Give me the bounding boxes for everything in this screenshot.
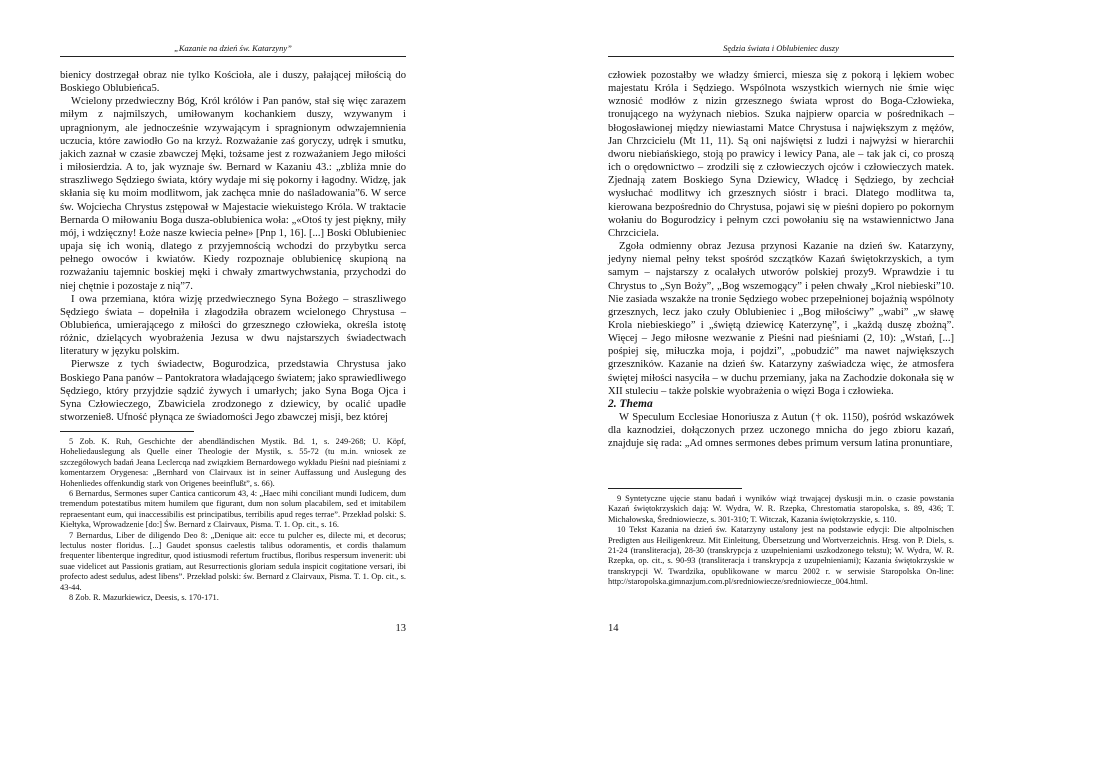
- footnote-5: 5 Zob. K. Ruh, Geschichte der abendländischen Mystik. Bd. 1, s. 249-268; U. Köpf, Hoheliedauslegung als Quelle einer Theologie der Mystik, s. 55-72 (tu m.in. wniosek ze szczegółowych badań Jeana Leclercqa nad związkiem Bernardowego wykładu Pieśni nad pieśniami z komentarzem Orygenesa: „Bernhard von Clairvaux ist in seiner Auffassung und Auslegung des Hohenliedes offenkundig stark von Origenes beeinflußt”, s. 66).: [60, 437, 406, 488]
- footnote-rule-left: [60, 431, 194, 432]
- footnote-7: 7 Bernardus, Liber de diligendo Deo 8: „Denique ait: ecce tu pulcher es, dilecte mi, et decorus; lectulus noster floridus. [...] Gaudet sponsus caelestis talibus odoramentis, et cordis thalamum frequenter libenterque ingreditur, quod istiusmodi refertum fructibus, floribus respersum invenerit: ubi suae videlicet aut Passionis gratiam, aut Resurrectionis gloriam sedula inspicit cogitatione versari, ibi profecto adest sedulus, adest libens”. Przekład polski: św. Bernard z Clairvaux, Pisma. T. 1. Op. cit., s. 43-44.: [60, 530, 406, 592]
- left-page: [60, 0, 406, 777]
- left-paragraph-1: bienicy dostrzegał obraz nie tylko Kościoła, ale i duszy, pałającej miłością do Boskiego Oblubieńca5.: [60, 70, 406, 95]
- footnote-6: 6 Bernardus, Sermones super Cantica canticorum 43, 4: „Haec mihi conciliant mundi Iudicem, dum tremendum potestatibus mitem humilem que figurant, dum non solum placabilem, sed et imitabilem repraesentant eum, qui inaccessibilis est principatibus, terribilis apud reges terrae”. Przekład polski: S. Kiełtyka, Wprowadzenie [do:] Św. Bernard z Clairvaux, Pisma. T. 1. Op. cit., s. 16.: [60, 489, 406, 530]
- left-paragraph-3: I owa przemiana, która wizję przedwiecznego Syna Bożego – straszliwego Sędziego świata – dopełniła i złagodziła obrazem wcielonego Chrystusa – Oblubieńca, umierającego z miłości do grzesznego człowieka, określa istotę różnic, dzielących wyobrażenia Jezusa w dwu najstarszych świadectwach literatury w języku polskim.: [60, 293, 406, 358]
- footnote-9: 9 Syntetyczne ujęcie stanu badań i wyników wiąż trwającej dyskusji m.in. o czasie powstania Kazań świętokrzyskich dają: W. Wydra, W. R. Rzepka, Chrestomatia staropolska, s. 89, 436; T. Michałowska, Średniowiecze, s. 301-310; T. Witczak, Kazania świętokrzyskie, s. 110.: [608, 494, 954, 524]
- left-footnotes: [60, 437, 406, 604]
- left-paragraph-2: Wcielony przedwieczny Bóg, Król królów i Pan panów, stał się więc zarazem miłym z najmilszych, umiłowanym kochankiem duszy, wzywanym i upragnionym, ale jednocześnie wzywającym i spragnionym odwzajemnienia uczucia, które zawiodło Go na krzyż. Rozważanie zaś goryczy, udręk i smutku, jakich zaznał w czasie zbawczej Męki, tożsame jest z rozważaniem Jego miłości i miłosierdzia. A to, jak wyznaje św. Bernard w Kazaniu 43.: „zbliża mnie do straszliwego Sędziego świata, który wydaje mi się pokorny i łagodny. Widzę, jak skłania się ku moim modlitwom, jak zachęca mnie do naśladowania”6. W serce św. Wojciecha Chrystus zstępował w Majestacie wiekuistego Króla. W traktacie Bernarda O miłowaniu Boga dusza-oblubienica woła: „«Otoś ty jest piękny, miły mój, i wdzięczny! Łoże nasze kwiecia pełne» [Pnp 1, 16]. [...] Boski Oblubieniec upaja się ich wonią, dlatego z przyjemnością wchodzi do przybytku serca pełnego owoców i kwiatów. Kiedy rozpoznaje oblubienicę skupioną na rozważaniu tajemnic boskiej męki i chwały zmartwychwstania, przychodzi do niej chętnie i pozostaje z nią”7.: [60, 96, 406, 292]
- header-rule-left: [60, 56, 406, 57]
- page-number-right: 14: [608, 623, 619, 634]
- right-page: [608, 0, 954, 777]
- left-body-text: [60, 69, 406, 424]
- running-head-left: „Kazanie na dzień św. Katarzyny”: [174, 43, 292, 53]
- footnote-10: 10 Tekst Kazania na dzień św. Katarzyny ustalony jest na podstawie edycji: Die altpolnischen Predigten aus Heiligenkreuz. Mit Einleitung, Übersetzung und Wortverzeichnis. Hrsg. von P. Diels, s. 21-24 (transliteracja), 28-30 (transkrypcja z uzupełnieniami uszkodzonego tekstu); W. Wydra, W. R. Rzepka, op. cit., s. 90-93 (transliteracja i transkrypcja z uzupełnieniami); Kazania świętokrzyskie w transkrypcji W. Twardzika, opublikowane w marcu 2002 r. w serwisie Staropolska On-line: http://staropolska.gimnazjum.com.pl/sredniowiecze/sredniowiecze_004.html.: [608, 525, 954, 587]
- left-paragraph-4: Pierwsze z tych świadectw, Bogurodzica, przedstawia Chrystusa jako Boskiego Pana panów – Pantokratora władającego światem; jako sprawiedliwego Sędziego, który przyjdzie sądzić żywych i umarłych; jako Syna Boga Ojca i Syna Człowieczego, Zbawiciela zrodzonego z dziewicy, by ocalić upadłe stworzenie8. Ufność płynąca ze świadomości Jego zbawczej misji, bez której: [60, 359, 406, 424]
- running-head-right: Sędzia świata i Oblubieniec duszy: [723, 43, 839, 53]
- right-paragraph-1: człowiek pozostałby we władzy śmierci, miesza się z pokorą i lękiem wobec majestatu Króla i Sędziego. Wspólnota wszystkich wiernych nie śmie więc wznosić modłów z nizin grzesznego świata wprost do Boga-Człowieka, tronującego na wyżynach niebios. Szuka najpierw oparcia w pośrednikach – błogosławionej między niewiastami Matce Chrystusa i największym z mężów, Jan Chrzcicielu (Mt 11, 11). Są oni najświętsi z ludzi i najwyżsi w hierarchii dworu niebiańskiego, stoją po prawicy i lewicy Pana, ale – tak jak ci, co proszą ich o orędownictwo – zrodzili się z człowieczych ojców i człowieczych matek. Zjednają zatem Boskiego Syna Dziewicy, Władcę i Sędziego, by zechciał wysłuchać modlitwy ich grzesznych sióstr i braci. Dlatego modlitwa ta, kierowana bezpośrednio do Chrystusa, pojawi się w pieśni dopiero po pokornym wołaniu do Bogurodzicy i pełnym czci powołaniu się na wstawiennictwo Jana Chrzciciela.: [608, 70, 954, 239]
- right-paragraph-2: Zgoła odmienny obraz Jezusa przynosi Kazanie na dzień św. Katarzyny, jedyny niemal pełny tekst spośród szczątków Kazań świętokrzyskich, a tym samym – najstarszy z ocalałych utworów polskiej prozy9. Wprawdzie i tu Chrystus to „Syn Boży”, „Bog wszemogący” i pełen chwały „Krol niebieski”10. Nie zasiada wszakże na tronie Sędziego wobec przepełnionej bojaźnią wspólnoty grzesznych, lecz jako czuły Oblubieniec i „Bog miłościwy” „wabi” „w sławę Krola niebieskiego” i „świętą dziewicę Katerzynę”, i „każdą duszę zbożną”. Więcej – Jego miłosne wezwanie z Pieśni nad pieśniami (2, 10): „Wstań, [...] pośpiej się, miłuczka moja, i pojdzi”, „pobudzić” ma nawet największych grzeszników. Kazanie na dzień św. Katarzyny zaświadcza więc, że atmosfera świętej miłości nasyciła – w duchu przemiany, jaka na Zachodzie dokonała się w XII stuleciu – także polskie wyobrażenia o więzi Boga i człowieka.: [608, 241, 954, 397]
- page-number-left: 13: [395, 623, 406, 634]
- section-heading: 2. Thema: [608, 397, 653, 410]
- footnote-rule-right: [608, 488, 742, 489]
- header-rule-right: [608, 56, 954, 57]
- right-body-text: [608, 69, 954, 451]
- right-paragraph-3: W Speculum Ecclesiae Honoriusza z Autun († ok. 1150), pośród wskazówek dla kaznodziei, dołączonych przez uczonego mnicha do jego zbioru kazań, znajduje się rada: „Ad omnes sermones debes primum versum latina pronuntiare,: [608, 412, 954, 450]
- footnote-8: 8 Zob. R. Mazurkiewicz, Deesis, s. 170-171.: [69, 593, 219, 603]
- right-footnotes: [608, 494, 954, 588]
